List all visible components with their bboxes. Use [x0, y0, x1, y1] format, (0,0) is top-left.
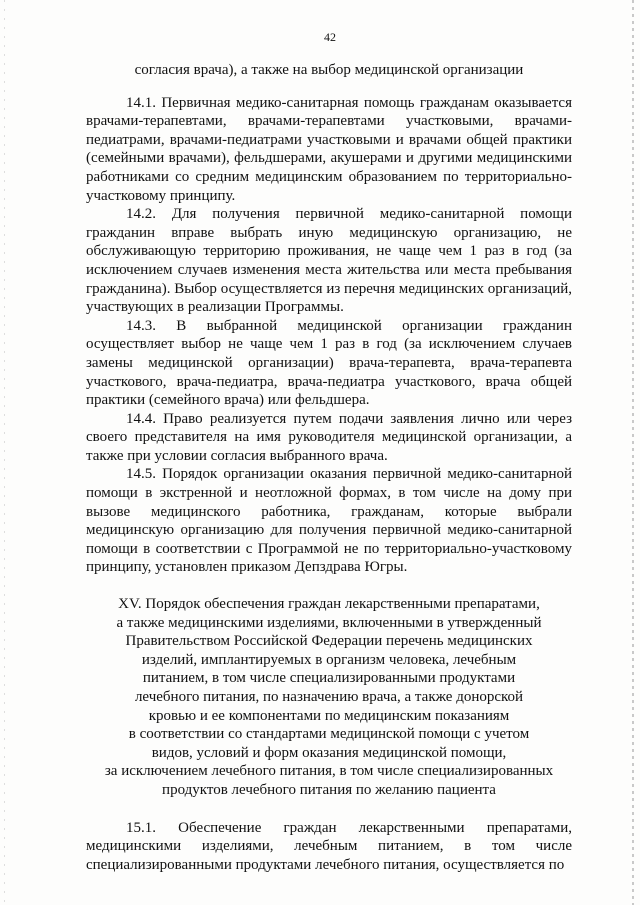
heading-line: питанием, в том числе специализированными продуктами — [142, 670, 516, 687]
scan-edge-left — [4, 0, 5, 905]
paragraph-14-3 — [86, 317, 572, 410]
paragraph-text: Право реализуется путем подачи заявления лично или через своего представителя на имя руководителя медицинской организации, а также при условии согласия выбранного врача. — [86, 410, 572, 464]
paragraph-14-5 — [86, 465, 572, 577]
paragraph-number: 14.5. — [126, 466, 156, 483]
page-content — [86, 61, 572, 874]
paragraph-number: 14.1. — [126, 94, 156, 111]
paragraph-text: Обеспечение граждан лекарственными препаратами, медицинскими изделиями, лечебным питанием, в том числе специализированными продуктами лечебного питания, осуществляется по — [86, 819, 573, 873]
paragraph-15-1 — [86, 819, 572, 875]
paragraph-text: Первичная медико-санитарная помощь гражданам оказывается врачами-терапевтами, врачами-терапевтами участковыми, врачами-педиатрами, врачами-педиатрами участковыми и врачами общей практики (семейными врачами), фельдшерами, акушерами и другими медицинскими работниками со средним медицинским образованием по территориально-участковому принципу. — [86, 94, 572, 204]
heading-line: кровью и ее компонентами по медицинским показаниям — [148, 707, 510, 724]
page-number: 42 — [324, 30, 336, 44]
paragraph-text: В выбранной медицинской организации гражданин осуществляет выбор не чаще чем 1 раз в год (за исключением случаев замены медицинской организации) врача-терапевта, врача-терапевта участкового, врача-педиатра, врача-педиатра участкового, врача общей практики (семейного врача) или фельдшера. — [86, 317, 572, 409]
heading-line: видов, условий и форм оказания медицинской помощи, — [151, 744, 507, 761]
paragraph-14-2 — [86, 205, 572, 317]
spacer — [86, 800, 572, 819]
heading-line: XV. Порядок обеспечения граждан лекарственными препаратами, — [118, 596, 540, 613]
heading-line: Правительством Российской Федерации перечень медицинских — [125, 633, 533, 650]
spacer — [86, 577, 572, 595]
heading-line: лечебного питания, по назначению врача, а также донорской — [134, 689, 524, 705]
paragraph-14-1 — [86, 94, 572, 206]
heading-line: за исключением лечебного питания, в том числе специализированных — [104, 763, 554, 780]
heading-line: продуктов лечебного питания по желанию пациента — [162, 781, 496, 798]
paragraph-14-4 — [86, 410, 572, 466]
paragraph-text: Порядок организации оказания первичной медико-санитарной помощи в экстренной и неотложной формах, в том числе на дому при вызове медицинского работника, гражданам, которые выбрали медицинскую организацию для получения первичной медико-санитарной помощи в соответствии с Программой не по территориально-участковому принципу, установлен приказом Депздрава Югры. — [86, 466, 573, 576]
scan-edge-right — [632, 0, 634, 905]
paragraph-text: Для получения первичной медико-санитарной помощи гражданин вправе выбрать иную медицинскую организацию, не обслуживающую территорию проживания, не чаще чем 1 раз в год (за исключением случаев изменения места жительства или места пребывания гражданина). Выбор осуществляется из перечня медицинских организаций, участвующих в реализации Программы. — [86, 206, 572, 316]
paragraph-number: 14.2. — [126, 206, 156, 223]
paragraph-number: 15.1. — [126, 819, 156, 836]
paragraph-number: 14.4. — [126, 410, 156, 427]
paragraph-number: 14.3. — [126, 317, 156, 334]
section-heading-xv — [86, 595, 572, 800]
heading-line: а также медицинскими изделиями, включенными в утвержденный — [116, 614, 542, 631]
heading-line: изделий, имплантируемых в организм человека, лечебным — [141, 651, 517, 668]
heading-line: в соответствии со стандартами медицинской помощи с учетом — [128, 726, 530, 743]
intro-line: согласия врача), а также на выбор медицинской организации — [134, 62, 524, 78]
